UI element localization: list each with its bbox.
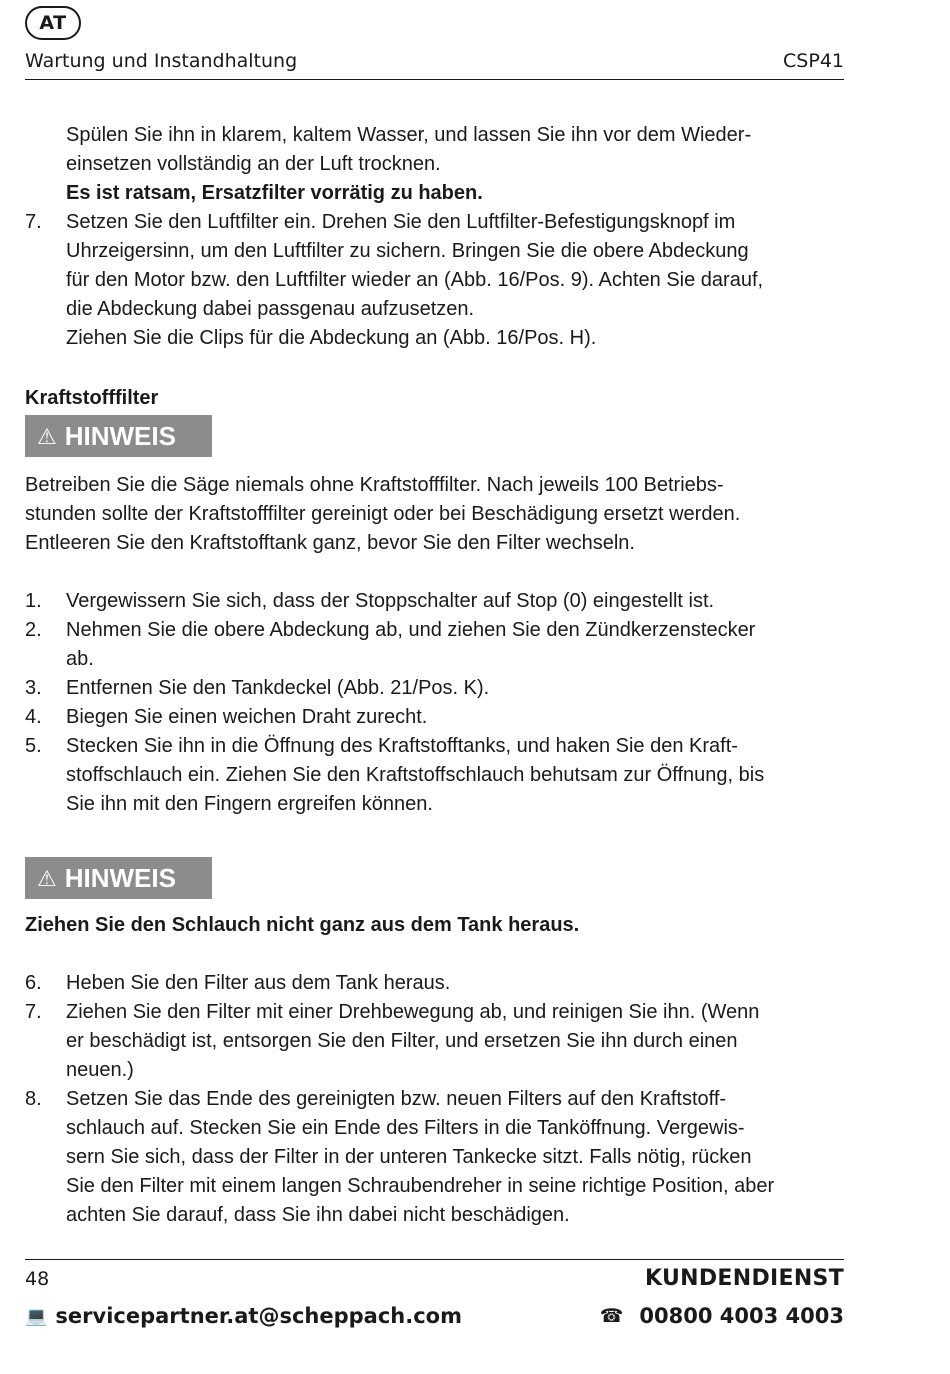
step-number: 1. <box>25 590 42 612</box>
list-item <box>25 732 844 819</box>
warning-triangle-icon: ⚠ <box>37 423 57 449</box>
step-text <box>66 587 844 616</box>
step-line: Biegen Sie einen weichen Draht zurecht. <box>66 706 428 728</box>
list-item <box>25 998 844 1085</box>
paragraph-line: stunden sollte der Kraftstofffilter gereinigt oder bei Beschädigung ersetzt werden. <box>25 503 741 525</box>
notice-banner <box>25 857 212 899</box>
step-line: für den Motor bzw. den Luftfilter wieder an (Abb. 16/Pos. 9). Achten Sie darauf, <box>66 269 764 291</box>
list-item <box>25 674 844 703</box>
step-line: Nehmen Sie die obere Abdeckung ab, und ziehen Sie den Zündkerzenstecker <box>66 619 756 641</box>
step-text <box>66 1085 844 1230</box>
header-model: CSP41 <box>783 50 844 72</box>
step-text <box>66 703 844 732</box>
paragraph-line: Entleeren Sie den Kraftstofftank ganz, bevor Sie den Filter wechseln. <box>25 532 635 554</box>
step-line: Sie ihn mit den Fingern ergreifen können. <box>66 793 433 815</box>
step-line: sern Sie sich, dass der Filter in der unteren Tankecke sitzt. Falls nötig, rücken <box>66 1146 752 1168</box>
footer-rule <box>25 1259 844 1260</box>
email-link[interactable]: servicepartner.at@scheppach.com <box>55 1304 462 1328</box>
step-text <box>66 674 844 703</box>
list-item <box>25 703 844 732</box>
step-line: Setzen Sie das Ende des gereinigten bzw. neuen Filters auf den Kraftstoff- <box>66 1088 727 1110</box>
header-section-title: Wartung und Instandhaltung <box>25 50 298 72</box>
step-line: Ziehen Sie die Clips für die Abdeckung an (Abb. 16/Pos. H). <box>66 327 597 349</box>
list-item <box>25 1085 844 1230</box>
steps-list <box>25 969 844 1230</box>
notice-label: HINWEIS <box>64 862 176 893</box>
country-badge: AT <box>25 6 81 40</box>
steps-list <box>25 587 844 819</box>
intro-line: Spülen Sie ihn in klarem, kaltem Wasser, und lassen Sie ihn vor dem Wieder- <box>66 124 752 146</box>
service-heading: KUNDENDIENST <box>645 1266 844 1291</box>
intro-bold-note: Es ist ratsam, Ersatzfilter vorrätig zu haben. <box>66 182 483 204</box>
phone-number[interactable]: 00800 4003 4003 <box>639 1304 844 1328</box>
header-rule <box>25 79 844 80</box>
list-item <box>25 208 844 353</box>
warning-text: Ziehen Sie den Schlauch nicht ganz aus dem Tank heraus. <box>25 914 580 936</box>
step-line: er beschädigt ist, entsorgen Sie den Filter, und ersetzen Sie ihn durch einen <box>66 1030 738 1052</box>
step-line: Setzen Sie den Luftfilter ein. Drehen Sie den Luftfilter-Befestigungsknopf im <box>66 211 736 233</box>
step-line: Ziehen Sie den Filter mit einer Drehbewegung ab, und reinigen Sie ihn. (Wenn <box>66 1001 760 1023</box>
notice-banner <box>25 415 212 457</box>
intro-line: einsetzen vollständig an der Luft trocknen. <box>66 153 441 175</box>
list-item <box>25 616 844 674</box>
step-line: Sie den Filter mit einem langen Schraubendreher in seine richtige Position, aber <box>66 1175 775 1197</box>
list-item <box>25 969 844 998</box>
telephone-icon: ☎ <box>599 1305 624 1327</box>
step-line: ab. <box>66 648 94 670</box>
notice-label: HINWEIS <box>64 420 176 451</box>
step-line: achten Sie darauf, dass Sie ihn dabei nicht beschädigen. <box>66 1204 570 1226</box>
step-text <box>66 998 844 1085</box>
paragraph-line: Betreiben Sie die Säge niemals ohne Kraftstofffilter. Nach jeweils 100 Betriebs- <box>25 474 724 496</box>
step-line: Uhrzeigersinn, um den Luftfilter zu sichern. Bringen Sie die obere Abdeckung <box>66 240 749 262</box>
step-line: Heben Sie den Filter aus dem Tank heraus. <box>66 972 451 994</box>
email-row <box>25 1304 462 1328</box>
warning-triangle-icon: ⚠ <box>37 865 57 891</box>
step-line: neuen.) <box>66 1059 134 1081</box>
step-line: Entfernen Sie den Tankdeckel (Abb. 21/Pos. K). <box>66 677 490 699</box>
phone-row <box>600 1304 844 1328</box>
step-number: 7. <box>25 211 42 233</box>
step-line: Stecken Sie ihn in die Öffnung des Kraftstofftanks, und haken Sie den Kraft- <box>66 735 738 757</box>
step-number: 6. <box>25 972 42 994</box>
step-line: schlauch auf. Stecken Sie ein Ende des Filters in die Tanköffnung. Vergewis- <box>66 1117 745 1139</box>
computer-icon: 💻 <box>25 1305 48 1326</box>
step-number: 5. <box>25 735 42 757</box>
section-heading: Kraftstofffilter <box>25 387 159 409</box>
step-line: stoffschlauch ein. Ziehen Sie den Kraftstoffschlauch behutsam zur Öffnung, bis <box>66 764 765 786</box>
page-content <box>25 121 844 1230</box>
step-number: 2. <box>25 619 42 641</box>
list-item <box>25 587 844 616</box>
step-text <box>66 616 844 674</box>
page-number: 48 <box>25 1268 50 1290</box>
step-text <box>66 969 844 998</box>
step-text <box>66 208 844 353</box>
step-number: 3. <box>25 677 42 699</box>
step-text <box>66 732 844 819</box>
step-number: 8. <box>25 1088 42 1110</box>
step-line: Vergewissern Sie sich, dass der Stoppschalter auf Stop (0) eingestellt ist. <box>66 590 715 612</box>
step-line: die Abdeckung dabei passgenau aufzusetzen. <box>66 298 475 320</box>
step-number: 4. <box>25 706 42 728</box>
step-number: 7. <box>25 1001 42 1023</box>
